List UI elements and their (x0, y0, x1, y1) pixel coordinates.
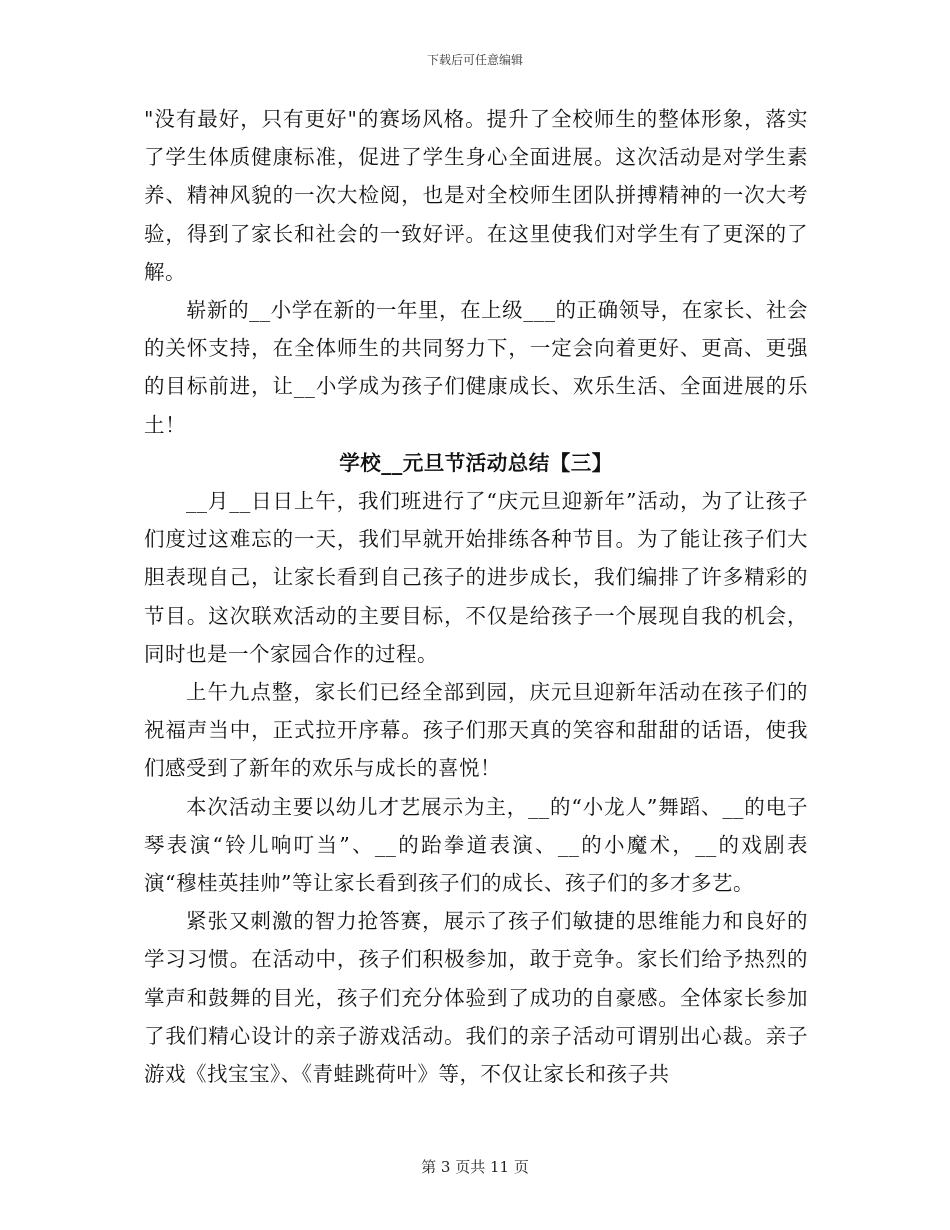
body-paragraph: 崭新的__小学在新的一年里，在上级___的正确领导，在家长、社会的关怀支持，在全体师生的共同努力下，一定会向着更好、更高、更强的目标前进，让__小学成为孩子们健康成长、欢乐生活、全面进展的乐土！ (144, 298, 808, 437)
body-paragraph: 本次活动主要以幼儿才艺展示为主，__的“小龙人”舞蹈、__的电子琴表演“铃儿响叮当”、__的跆拳道表演、__的小魔术，__的戏剧表演“穆桂英挂帅”等让家长看到孩子们的成长、孩子们的多才多艺。 (144, 794, 808, 896)
body-paragraph: 紧张又刺激的智力抢答赛，展示了孩子们敏捷的思维能力和良好的学习习惯。在活动中，孩子们积极参加，敢于竞争。家长们给予热烈的掌声和鼓舞的目光，孩子们充分体验到了成功的自豪感。全体家长参加了我们精心设计的亲子游戏活动。我们的亲子活动可谓别出心裁。亲子游戏《找宝宝》、《青蛙跳荷叶》等，不仅让家长和孩子共 (144, 909, 808, 1087)
body-paragraph: 上午九点整，家长们已经全部到园，庆元旦迎新年活动在孩子们的祝福声当中，正式拉开序幕。孩子们那天真的笑容和甜甜的话语，使我们感受到了新年的欢乐与成长的喜悦！ (144, 680, 808, 781)
body-paragraph: __月__日日上午，我们班进行了“庆元旦迎新年”活动，为了让孩子们度过这难忘的一天，我们早就开始排练各种节目。为了能让孩子们大胆表现自己，让家长看到自己孩子的进步成长，我们编排了许多精彩的节目。这次联欢活动的主要目标，不仅是给孩子一个展现自我的机会，同时也是一个家园合作的过程。 (144, 489, 808, 666)
section-title: 学校__元旦节活动总结【三】 (339, 450, 613, 475)
document-body (144, 100, 808, 1093)
page-number-footer: 第 3 页共 11 页 (421, 1158, 529, 1176)
page-header: 下载后可任意编辑 (426, 53, 523, 67)
body-paragraph: "没有最好，只有更好"的赛场风格。提升了全校师生的整体形象，落实了学生体质健康标准，促进了学生身心全面进展。这次活动是对学生素养、精神风貌的一次大检阅，也是对全校师生团队拼搏精神的一次大考验，得到了家长和社会的一致好评。在这里使我们对学生有了更深的了解。 (144, 107, 808, 284)
